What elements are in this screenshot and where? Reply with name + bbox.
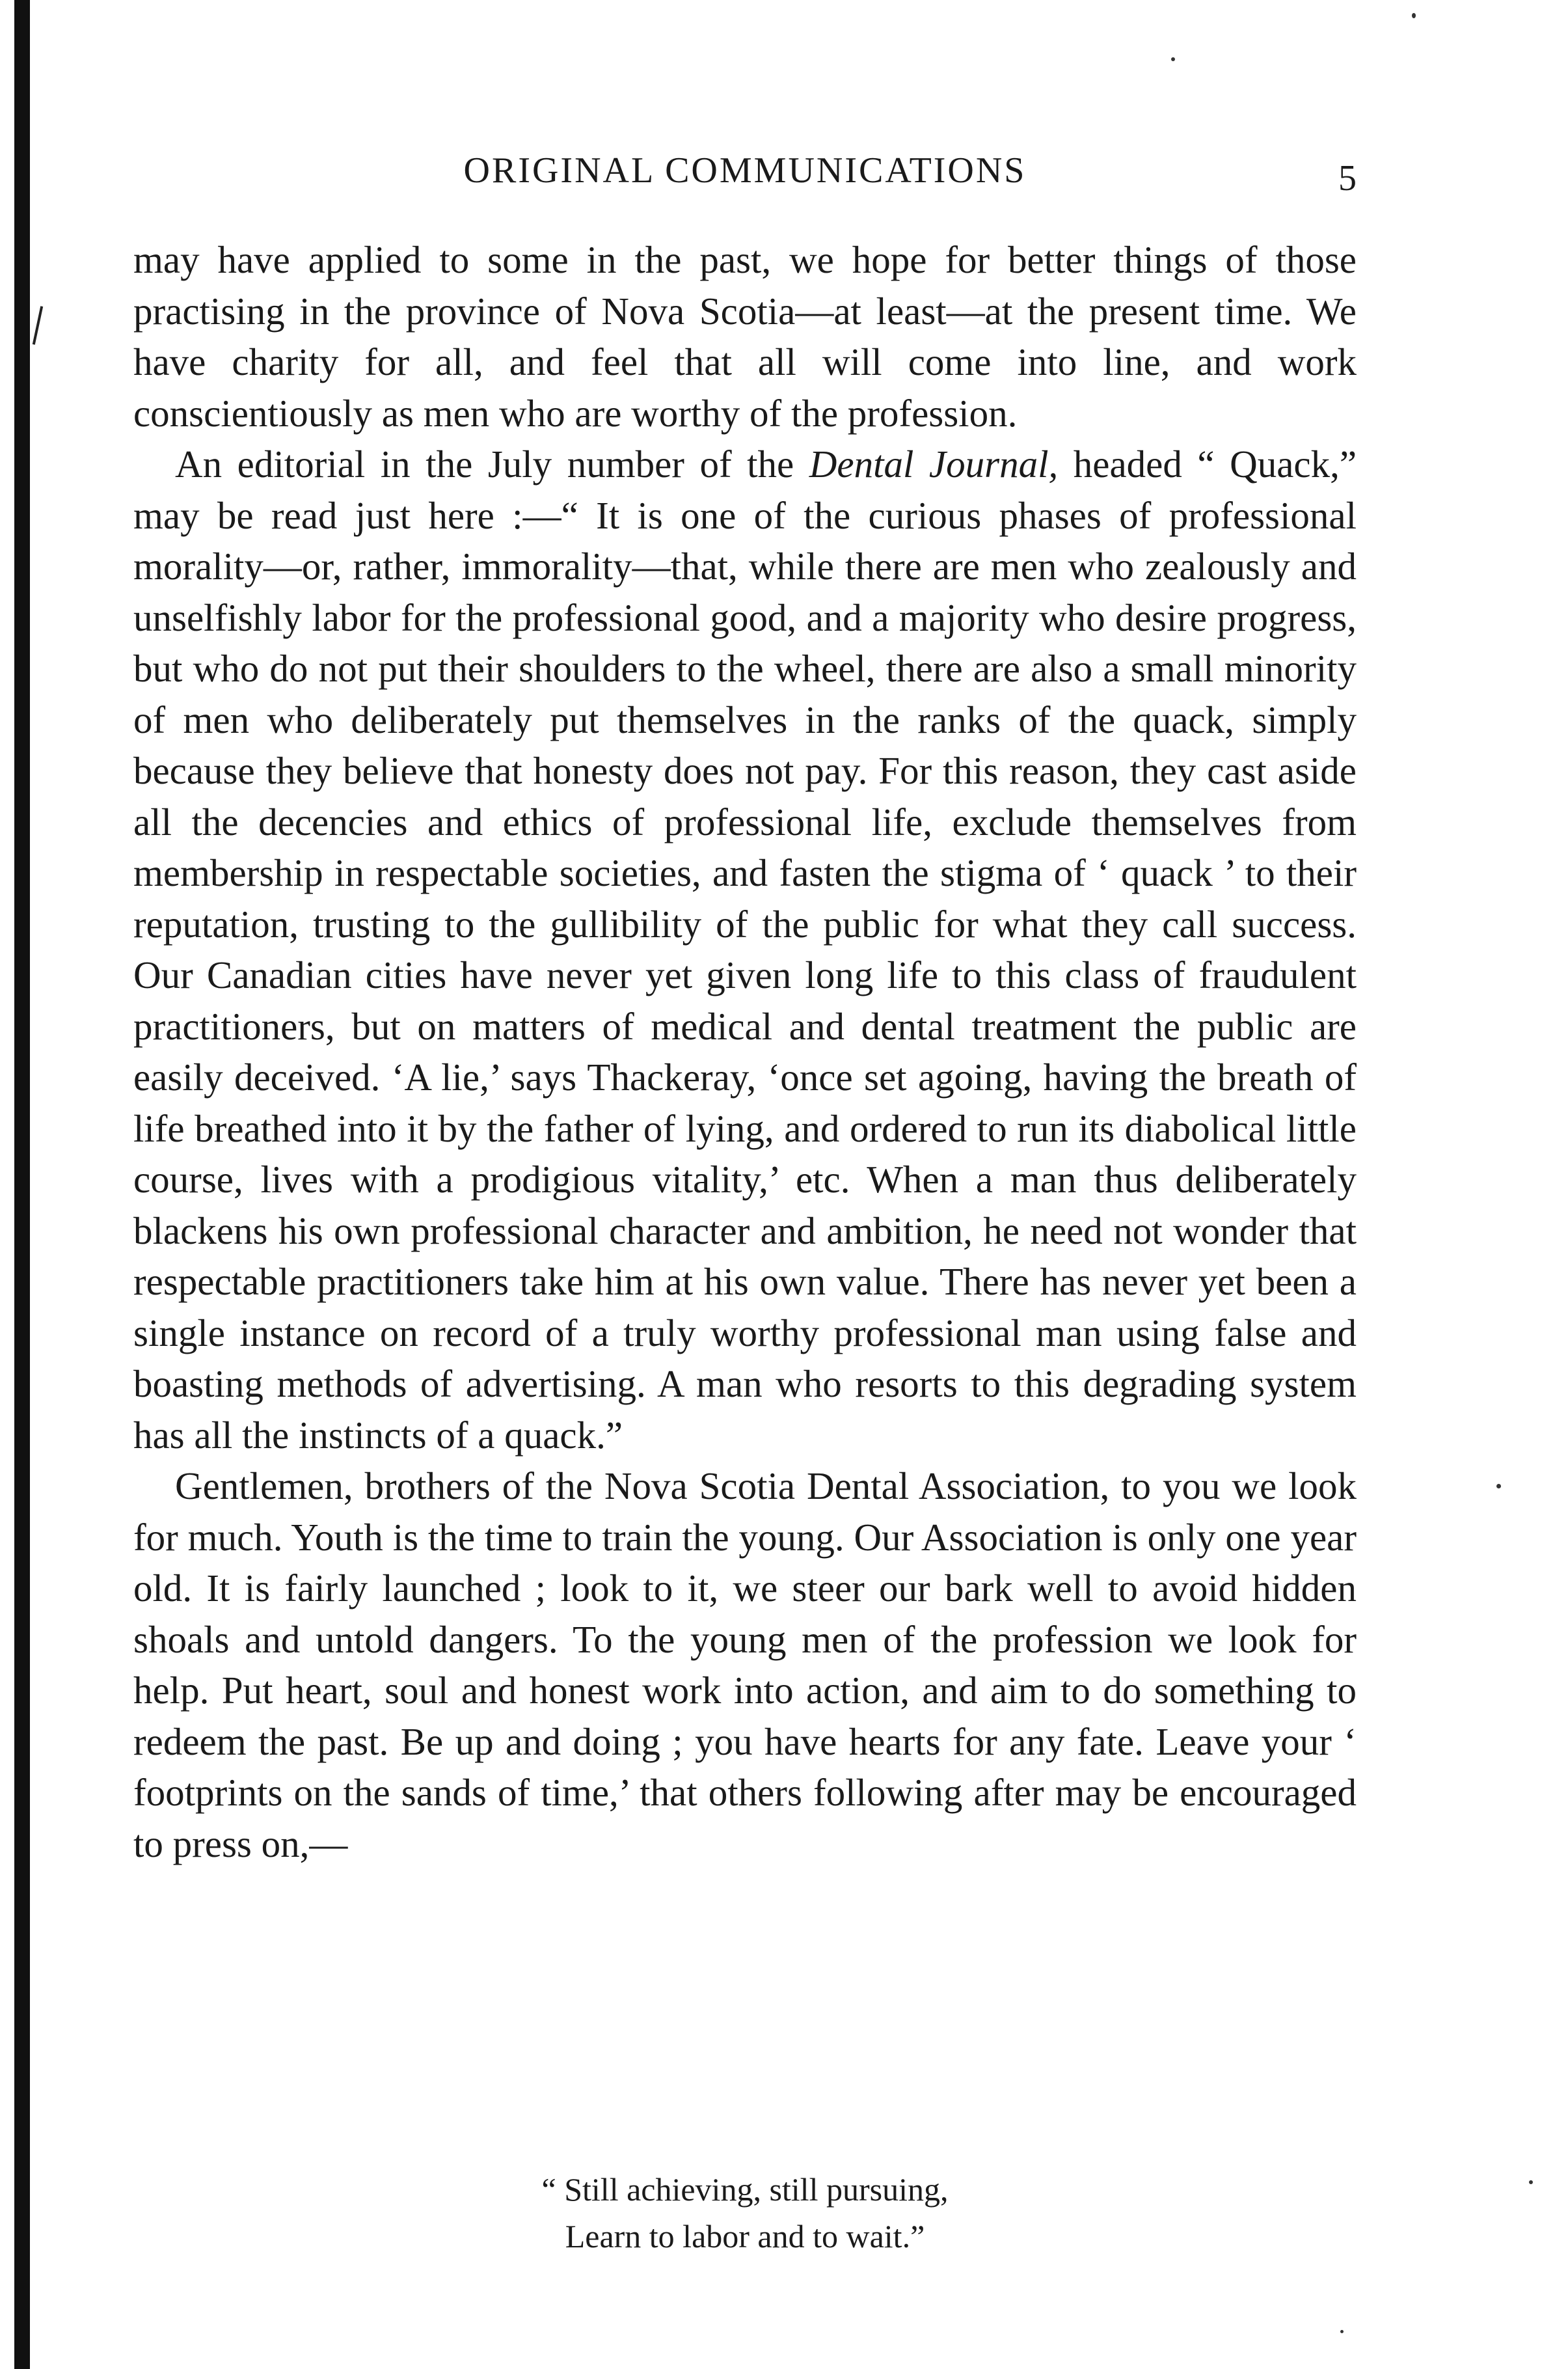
verse-line: Learn to labor and to wait.” <box>565 2218 925 2254</box>
scan-speck <box>1340 2330 1344 2333</box>
closing-verse <box>133 2166 1357 2260</box>
page-header <box>133 150 1357 208</box>
scan-speck <box>1171 57 1175 61</box>
scan-speck <box>1496 1484 1501 1488</box>
paragraph-continuation: may have applied to some in the past, we hope for better things of those practising in the province of Nova Scotia—at least—at the present time. We have charity for all, and feel that all will come into line, and work conscientiously as men who are worthy of the profession. <box>133 238 1357 435</box>
scan-binding-edge <box>14 0 30 2369</box>
scan-speck <box>1529 2180 1533 2184</box>
scan-margin-mark <box>33 306 43 345</box>
running-head: ORIGINAL COMMUNICATIONS <box>463 150 1027 191</box>
verse-line: “ Still achieving, still pursuing, <box>541 2171 949 2208</box>
paragraph-text: headed “ Quack,” may be read just here :—“ It is one of the curious phases of professional morality—or, rather, immorality—that, while there are men who zealously and unselfishly labor for the professional good, and a majority who desire progress, but who do not put their shoulders to the wheel, there are also a small minority of men who deliberately put themselves in the ranks of the quack, simply because they believe that honesty does not pay. For this reason, they cast aside all the decencies and ethics of professional life, exclude themselves from membership in respectable societies, and fasten the stigma of ‘ quack ’ to their reputation, trusting to the gullibility of the public for what they call success. Our Canadian cities have never yet given long life to this class of fraudulent practitioners, but on matters of medical and dental treatment the public are easily deceived. ‘A lie,’ says Thackeray, ‘once set agoing, having the breath of life breathed into it by the father of lying, and ordered to run its diabolical little course, lives with a prodigious vitality,’ etc. When a man thus deliberately blackens his own professional character and ambition, he need not wonder that respectable practitioners take him at his own value. There has never yet been a single instance on record of a truly worthy professional man using false and boasting methods of advertising. A man who resorts to this degrading system has all the instincts of a quack.” <box>133 443 1357 1457</box>
scan-speck <box>1412 13 1416 18</box>
journal-title: Dental Journal, <box>809 443 1059 486</box>
paragraph-editorial-quote <box>133 439 1357 1460</box>
page-number: 5 <box>1338 158 1357 199</box>
body-text <box>133 234 1357 1869</box>
paragraph-address: Gentlemen, brothers of the Nova Scotia Dental Association, to you we look for much. Youth is the time to train the young. Our Association is only one year old. It is fairly launched ; look to it, we steer our bark well to avoid hidden shoals and untold dangers. To the young men of the profession we look for help. Put heart, soul and honest work into action, and aim to do something to redeem the past. Be up and doing ; you have hearts for any fate. Leave your ‘ footprints on the sands of time,’ that others following after may be encouraged to press on,— <box>133 1464 1357 1865</box>
paragraph-text: An editorial in the July number of the <box>175 443 809 486</box>
